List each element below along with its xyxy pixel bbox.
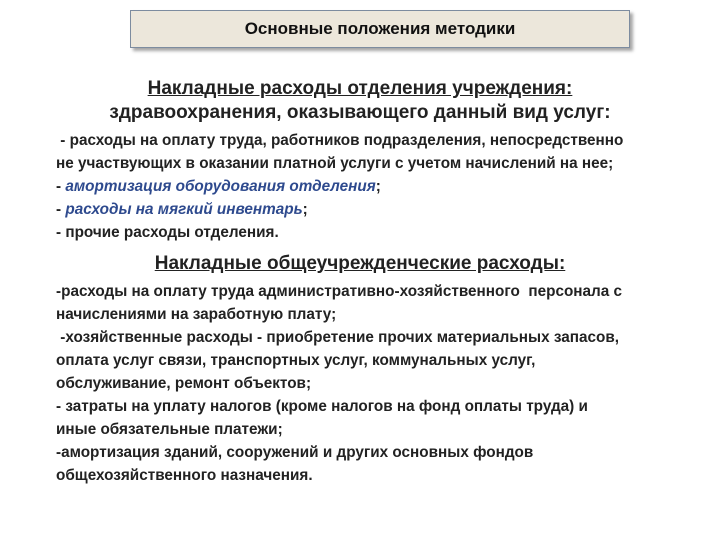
section2-line: начислениями на заработную плату; (56, 306, 337, 323)
section2-line: общехозяйственного назначения. (56, 467, 313, 484)
section1-list (56, 129, 706, 244)
section2-line: оплата услуг связи, транспортных услуг, коммунальных услуг, (56, 352, 536, 369)
amortization-highlight: амортизация оборудования отделения (65, 178, 376, 195)
section1-item1-line2: не участвующих в оказании платной услуги с учетом начислений на нее; (56, 155, 614, 172)
section2-line: обслуживание, ремонт объектов; (56, 375, 312, 392)
section2-line: -хозяйственные расходы - приобретение прочих материальных запасов, (56, 329, 619, 346)
section1-item2: - амортизация оборудования отделения; (56, 178, 381, 195)
title-banner (130, 10, 630, 50)
section1-heading-line1: Накладные расходы отделения учреждения: (147, 78, 573, 99)
section1-item4: - прочие расходы отделения. (56, 224, 279, 241)
section2-line: иные обязательные платежи; (56, 421, 283, 438)
section1-item3: - расходы на мягкий инвентарь; (56, 201, 308, 218)
section1-item1-line1: - расходы на оплату труда, работников подразделения, непосредственно (56, 132, 624, 149)
section1-heading-line2: здравоохранения, оказывающего данный вид услуг: (109, 102, 611, 123)
slide-title: Основные положения методики (130, 10, 630, 48)
section2-list (56, 280, 706, 487)
section2-line: -расходы на оплату труда административно-хозяйственного персонала с (56, 283, 623, 300)
soft-inventory-highlight: расходы на мягкий инвентарь (65, 201, 303, 218)
section2-heading: Накладные общеучрежденческие расходы: (154, 253, 566, 274)
section2-line: - затраты на уплату налогов (кроме налогов на фонд оплаты труда) и (56, 398, 588, 415)
section2-line: -амортизация зданий, сооружений и других основных фондов (56, 444, 534, 461)
